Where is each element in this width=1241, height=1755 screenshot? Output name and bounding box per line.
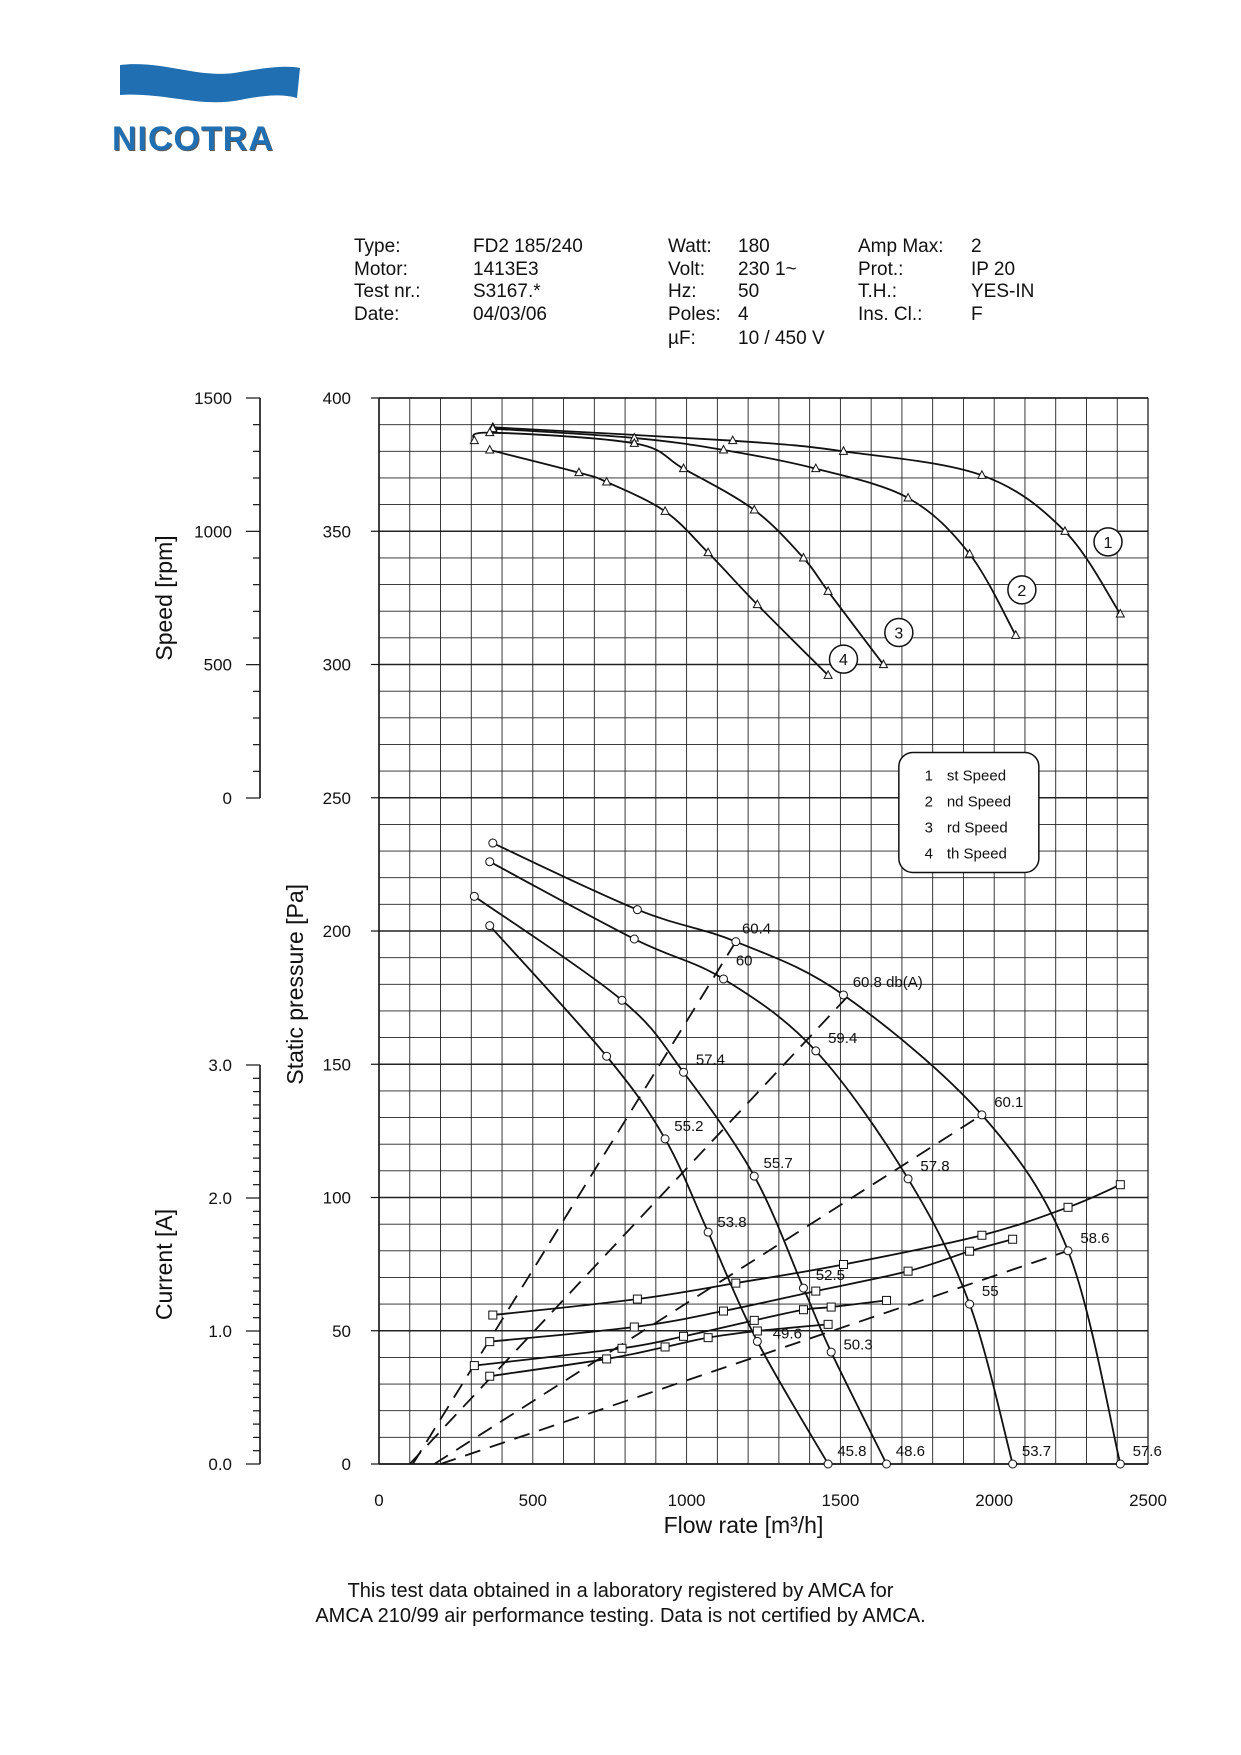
pressure-marker [750,1172,758,1180]
curve-number-label: 2 [1017,582,1027,600]
current-marker [680,1332,688,1340]
spec-label: Type: [354,236,401,257]
flow-tick-label: 2500 [1129,1491,1167,1510]
legend [899,752,1039,872]
legend-label: nd Speed [946,793,1012,811]
noise-label: 55 [981,1283,999,1301]
speed-marker [661,507,669,514]
current-marker [704,1334,712,1342]
legend-label: st Speed [946,767,1007,785]
curve-number-label: 3 [894,625,904,643]
pressure-tick-label: 150 [322,1055,351,1075]
pressure-tick-label: 300 [322,655,351,675]
noise-label: 48.6 [895,1443,925,1461]
curve-number-label: 1 [1103,534,1113,552]
pressure-marker [603,1052,611,1060]
flow-tick-label: 2000 [975,1491,1014,1510]
spec-label: Ins. Cl.: [858,303,923,325]
pressure-marker [827,1348,835,1356]
current-marker [1116,1181,1124,1189]
spec-value: 230 1~ [738,258,797,280]
pressure-marker [883,1460,891,1468]
spec-value: FD2 185/240 [473,236,583,257]
system-line-dashed [410,998,847,1464]
noise-label: 57.4 [695,1051,726,1069]
spec-value: 4 [738,303,749,325]
footer-note-line-2: AMCA 210/99 air performance testing. Data is not certified by AMCA. [315,1605,926,1627]
pressure-marker [630,935,638,943]
spec-value: F [971,303,983,325]
pressure-marker [812,1047,820,1055]
noise-label: 55.7 [763,1155,793,1173]
spec-value: 04/03/06 [473,303,547,325]
pressure-marker [839,991,847,999]
spec-value: 10 / 450 V [738,328,825,349]
pressure-marker [486,858,494,866]
noise-label: 50.3 [843,1336,873,1354]
legend-label: rd Speed [946,819,1008,837]
pressure-curve-3 [474,896,886,1464]
spec-label: Watt: [668,236,712,257]
current-marker [750,1316,758,1324]
legend-number: 2 [924,793,934,811]
pressure-tick-label: 50 [332,1321,351,1341]
pressure-marker [633,906,641,914]
noise-label: 49.6 [772,1325,802,1343]
flow-tick-label: 500 [518,1491,547,1510]
current-tick-label: 2.0 [208,1189,232,1208]
current-marker [618,1344,626,1352]
spec-label: Prot.: [858,258,904,280]
pressure-axis-title: Static pressure [Pa] [282,883,308,1085]
current-marker [799,1306,807,1314]
current-axis-title: Current [A] [151,1208,177,1321]
pressure-marker [486,922,494,930]
current-marker [978,1231,986,1239]
current-marker [827,1303,835,1311]
pressure-marker [753,1337,761,1345]
current-marker [486,1372,494,1380]
spec-label: Date: [354,303,400,325]
pressure-tick-label: 350 [322,522,351,542]
spec-value: 1413E3 [473,258,539,280]
footer-note-line-1: This test data obtained in a laboratory registered by AMCA for [347,1580,894,1602]
flow-tick-label: 1500 [821,1491,860,1510]
spec-label: Hz: [668,281,697,302]
flow-axis-title: Flow rate [m³/h] [663,1512,824,1538]
noise-label: 45.8 [837,1443,867,1461]
speed-curve-3 [473,433,883,665]
pressure-marker [966,1300,974,1308]
spec-label: Poles: [668,303,721,325]
pressure-marker [1116,1460,1124,1468]
flow-tick-label: 1000 [667,1491,706,1510]
pressure-marker [704,1228,712,1236]
legend-number: 1 [924,767,934,785]
legend-label: th Speed [946,845,1007,863]
pressure-tick-label: 200 [322,922,351,941]
pressure-marker [661,1135,669,1143]
speed-marker [486,446,494,454]
current-marker [720,1307,728,1315]
pressure-tick-label: 250 [322,788,351,808]
pressure-marker [680,1068,688,1076]
spec-label: µF: [668,328,696,349]
current-marker [753,1327,761,1335]
noise-label: 52.5 [815,1267,845,1285]
speed-tick-label: 1500 [194,389,232,408]
current-curve-2 [490,1239,1013,1341]
noise-label: 53.7 [1021,1443,1052,1461]
spec-value: S3167.* [473,281,541,302]
pressure-marker [904,1175,912,1183]
current-marker [1064,1203,1072,1211]
speed-tick-label: 500 [203,655,232,675]
pressure-marker [1064,1247,1072,1255]
speed-axis-title: Speed [rpm] [151,535,177,661]
pressure-marker [720,975,728,983]
chart-grid [246,398,1148,1464]
spec-label: Motor: [354,258,408,280]
spec-value: 2 [971,236,982,257]
spec-value: 180 [738,236,770,257]
current-tick-label: 1.0 [208,1322,232,1341]
current-marker [812,1287,820,1295]
pressure-curve-1 [493,843,1121,1464]
chart-labels [151,389,1167,1538]
pressure-tick-label: 400 [322,389,351,408]
spec-label: Amp Max: [858,236,944,257]
noise-label: 57.6 [1132,1443,1162,1461]
logo-text: NICOTRA [112,120,274,158]
current-marker [489,1311,497,1319]
noise-label: 60 [735,952,753,970]
pressure-marker [470,892,478,900]
pressure-marker [489,839,497,847]
legend-number: 3 [924,819,934,837]
pressure-marker [1009,1460,1017,1468]
current-marker [904,1267,912,1275]
current-marker [883,1296,891,1304]
current-marker [1009,1235,1017,1243]
speed-tick-label: 0 [222,789,232,808]
speed-marker [750,506,758,514]
noise-label: 53.8 [717,1213,747,1231]
pressure-tick-label: 0 [341,1455,351,1474]
current-tick-label: 3.0 [208,1056,232,1075]
current-tick-label: 0.0 [208,1455,232,1474]
pressure-tick-label: 100 [322,1188,351,1208]
current-marker [630,1323,638,1331]
spec-value: IP 20 [971,258,1016,280]
spec-label: Test nr.: [354,281,421,302]
pressure-curve-4 [490,926,828,1464]
curve-number-label: 4 [839,652,848,670]
current-marker [732,1279,740,1287]
pressure-marker [799,1284,807,1292]
noise-label: 60.1 [994,1093,1024,1111]
spec-value: 50 [738,281,760,302]
current-marker [966,1247,974,1255]
pressure-marker [978,1111,986,1119]
current-marker [603,1355,611,1363]
noise-label: 55.2 [674,1117,704,1135]
legend-number: 4 [924,845,934,863]
noise-label: 59.4 [828,1029,858,1047]
system-line-dashed [434,1115,982,1464]
pressure-marker [824,1460,832,1468]
pressure-marker [732,938,740,946]
noise-label: 60.4 [741,920,772,938]
spec-label: Volt: [668,258,705,280]
noise-label: 58.6 [1080,1229,1110,1247]
spec-value: YES-IN [971,281,1035,302]
current-marker [633,1295,641,1303]
pressure-marker [618,996,626,1004]
noise-label: 60.8 db(A) [852,973,923,991]
current-marker [486,1338,494,1346]
speed-curve-4 [490,450,828,675]
current-marker [470,1362,478,1370]
speed-tick-label: 1000 [194,522,232,542]
spec-label: T.H.: [858,281,898,302]
noise-label: 57.8 [920,1157,950,1175]
flow-tick-label: 0 [374,1491,384,1510]
current-marker [824,1320,832,1328]
current-marker [661,1343,669,1351]
